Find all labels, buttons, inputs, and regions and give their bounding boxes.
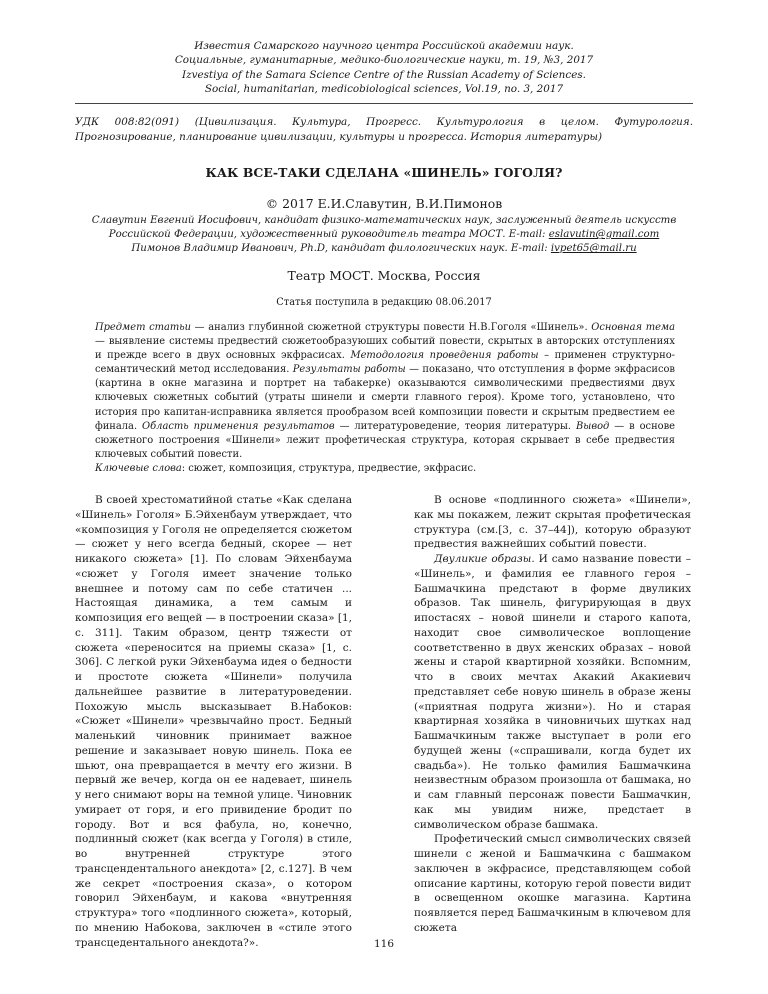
body-column-left (75, 493, 352, 950)
abstract-body (95, 321, 675, 462)
abstract-text-conclusion: — в основе сюжетного построения «Шинели» лежит профетическая структура, которая скрывает в себе предвестия ключевых событий повести. (95, 420, 675, 460)
abstract-label-method: Методология проведения работы (350, 350, 539, 362)
abstract-label-results: Результаты работы (292, 364, 406, 376)
article-title: КАК ВСЕ-ТАКИ СДЕЛАНА «ШИНЕЛЬ» ГОГОЛЯ? (205, 165, 563, 180)
journal-header-line: Известия Самарского научного центра Российской академии наук. (194, 40, 574, 52)
abstract-label-subject: Предмет статьи (95, 322, 191, 333)
keywords (95, 462, 675, 476)
abstract-text-results: — показано, что отступления в форме экфрасисов (картина в окне магазина и портрет на табакерке) оказываются символическими предвестиями двух ключевых сюжетных событий (утраты шинели и смерти главного героя). Кроме того, установлено, что история про капитан-исправника является прообразом всей композиции повести и скрытым предвестием ее финала. (95, 364, 675, 432)
abstract-label-conclusion: Вывод (576, 420, 610, 432)
received-date: Статья поступила в редакцию 08.06.2017 (276, 297, 492, 308)
body-paragraph: В своей хрестоматийной статье «Как сделана «Шинель» Гоголя» Б.Эйхенбаум утверждает, что «композиция у Гоголя не определяется сюжетом — сюжет у него всегда бедный, скорее — нет никакого сюжета» [1]. По словам Эйхенбаума «сюжет у Гоголя имеет значение только внешнее и потому сам по себе статичен ... Настоящая динамика, а тем самым и композиция его вещей — в построении сказа» [1, с. 311]. Таким образом, центр тяжести от сюжета «переносится на приемы сказа» [1, с. 306]. С легкой руки Эйхенбаума идея о бедности и простоте сюжета «Шинели» получила дальнейшее развитие в литературоведении. Похожую мысль высказывает В.Набоков: «Сюжет «Шинели» чрезвычайно прост. Бедный маленький чиновник принимает важное решение и заказывает новую шинель. Пока ее шьют, она превращается в мечту его жизни. В первый же вечер, когда он ее надевает, шинель у него снимают воры на темной улице. Чиновник умирает от горя, и его привидение бродит по городу. Вот и вся фабула, но, конечно, подлинный сюжет (как всегда у Гоголя) в стиле, во внутренней структуре этого трансцендентального анекдота» [2, с.127]. В чем же секрет «построения сказа», о котором говорил Эйхенбаум, и какова «внутренняя структура» того «подлинного сюжета», который, по мнению Набокова, заключен в «стиле этого трансцедентального анекдота?». (75, 494, 352, 949)
abstract-label-application: Область применения результатов (142, 420, 335, 432)
affiliation: Театр МОСТ. Москва, Россия (287, 268, 481, 283)
body-paragraph-text: И само название повести – «Шинель», и фамилия ее главного героя – Башмачкина предстают в форме двуликих образов. Так шинель, фигурирующая в двух ипостасях – новой шинели и старого капота, находит свое символическое воплощение соответственно в двух женских образах – новой жены и старой квартирной хозяйки. Вспомним, что в своих мечтах Акакий Акакиевич представляет себе новую шинель в образе жены («приятная подруга жизни»). Но и старая квартирная хозяйка в чиновничьих шутках над Башмачкиным также выступает в роли его будущей жены («спрашивали, когда будет их свадьба»). Не только фамилия Башмачкина неизвестным образом произошла от башмака, но и сам главный персонаж повести Башмачкин, как мы увидим ниже, предстает в символическом образе башмака. (414, 553, 691, 831)
journal-header-line: Izvestiya of the Samara Science Centre of the Russian Academy of Sciences. (182, 68, 586, 81)
header-divider (75, 103, 693, 104)
author-1-text: Славутин Евгений Иосифович, кандидат физико-математических наук, заслуженный деятель искусств Российской Федерации, художественный руководитель театра МОСТ. E-mail: (91, 215, 677, 241)
body-paragraph: Профетический смысл символических связей шинели с женой и Башмачкина с башмаком заключен в экфрасисе, представляющем собой описание картины, которую герой повести видит в освещенном окошке магазина. Картина появляется перед Башмачкиным в ключевом для сюжета (414, 833, 691, 934)
abstract-text-theme: — выявление системы предвестий сюжетообразуюших событий повести, скрытых в авторских отступлениях и прежде всего в двух основных экфрасисах. (95, 336, 675, 362)
abstract-label-theme: Основная тема (591, 322, 676, 333)
author-info (75, 214, 693, 257)
section-heading-inline: Двуликие образы. (433, 553, 535, 565)
page-number: 116 (373, 938, 395, 950)
abstract-text-method: – применен структурно-семантический метод исследования. (95, 350, 675, 376)
body-column-right (414, 493, 691, 936)
author-1-email-link[interactable]: eslavutin@gmail.com (548, 229, 660, 241)
keywords-text: : сюжет, композиция, структура, предвестие, экфрасис. (181, 462, 477, 474)
journal-header-line: Социальные, гуманитарные, медико-биологические науки, т. 19, №3, 2017 (174, 54, 594, 67)
author-1-info (75, 214, 693, 242)
journal-header-line: Social, humanitarian, medicobiological sciences, Vol.19, no. 3, 2017 (204, 83, 564, 96)
author-2-text: Пимонов Владимир Иванович, Ph.D, кандидат филологических наук. E-mail: (131, 243, 551, 255)
author-2-info (75, 242, 693, 256)
journal-header (60, 39, 708, 97)
body-paragraph: В основе «подлинного сюжета» «Шинели», как мы покажем, лежит скрытая профетическая структура (см.[3, с. 37–44]), которую образуют предвестия важнейших событий повести. (414, 494, 691, 551)
body-paragraph (414, 552, 691, 832)
udc-classification: УДК 008:82(091) (Цивилизация. Культура, Прогресс. Культурология в целом. Футурология. Прогнозирование, планирование цивилизации, культуры и прогресса. История литературы) (75, 116, 693, 143)
abstract-text-subject: — анализ глубинной сюжетной структуры повести Н.В.Гоголя «Шинель». (191, 322, 592, 333)
keywords-label: Ключевые слова (95, 462, 182, 474)
abstract-text-application: — литературоведение, теория литературы. (334, 420, 577, 432)
abstract (95, 321, 675, 476)
author-2-email-link[interactable]: ivpet65@mail.ru (550, 243, 637, 255)
copyright-line: © 2017 Е.И.Славутин, В.И.Пимонов (265, 196, 503, 211)
